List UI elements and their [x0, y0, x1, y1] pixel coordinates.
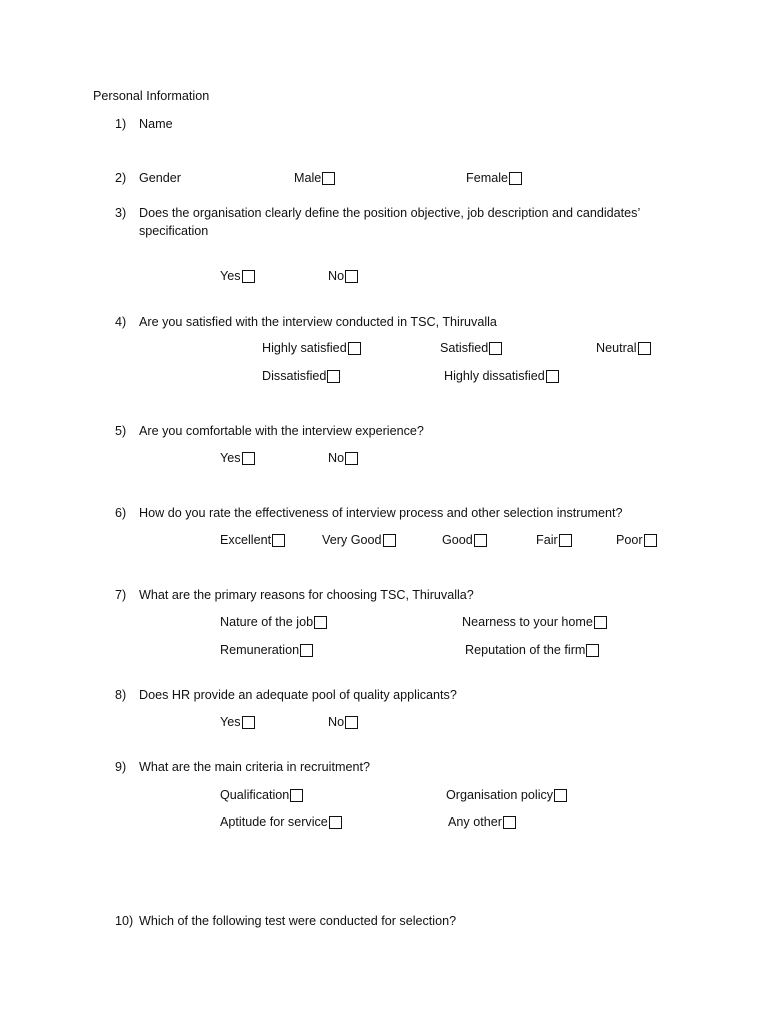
checkbox[interactable] [554, 789, 567, 802]
option-label: Organisation policy [446, 788, 554, 802]
option-no [328, 268, 358, 284]
question-2-number: 2) [115, 171, 127, 185]
checkbox[interactable] [383, 534, 396, 547]
checkbox[interactable] [314, 616, 327, 629]
question-6-text: How do you rate the effectiveness of interview process and other selection instrument? [139, 506, 623, 520]
checkbox[interactable] [586, 644, 599, 657]
option-yes [220, 268, 255, 284]
option-very-good [322, 532, 396, 548]
question-7-text: What are the primary reasons for choosing TSC, Thiruvalla? [139, 588, 474, 602]
checkbox[interactable] [242, 452, 255, 465]
question-1-number: 1) [115, 117, 127, 131]
option-nearness-to-home [462, 614, 607, 630]
checkbox[interactable] [503, 816, 516, 829]
option-label: No [328, 451, 345, 465]
option-label: No [328, 269, 345, 283]
question-5-number: 5) [115, 424, 127, 438]
checkbox[interactable] [509, 172, 522, 185]
option-highly-satisfied [262, 340, 361, 356]
checkbox[interactable] [322, 172, 335, 185]
checkbox[interactable] [329, 816, 342, 829]
option-label: Highly dissatisfied [444, 369, 545, 383]
option-label: Very Good [322, 533, 382, 547]
checkbox[interactable] [559, 534, 572, 547]
option-label: Highly satisfied [262, 341, 347, 355]
option-any-other [448, 814, 516, 830]
checkbox[interactable] [546, 370, 559, 383]
checkbox[interactable] [348, 342, 361, 355]
option-label: Yes [220, 451, 241, 465]
question-8-number: 8) [115, 688, 127, 702]
option-label: Qualification [220, 788, 290, 802]
question-2-text: Gender [139, 171, 182, 185]
question-10-number: 10) [115, 914, 134, 928]
option-poor [616, 532, 657, 548]
option-label: Excellent [220, 533, 272, 547]
option-satisfied [440, 340, 502, 356]
checkbox[interactable] [327, 370, 340, 383]
option-fair [536, 532, 572, 548]
option-organisation-policy [446, 787, 567, 803]
question-5-text: Are you comfortable with the interview experience? [139, 424, 424, 438]
question-3-number: 3) [115, 206, 127, 220]
option-reputation-of-firm [465, 642, 599, 658]
checkbox[interactable] [242, 270, 255, 283]
option-good [442, 532, 487, 548]
option-aptitude-for-service [220, 814, 342, 830]
option-label: Aptitude for service [220, 815, 328, 829]
option-label: No [328, 715, 345, 729]
option-label: Yes [220, 269, 241, 283]
checkbox[interactable] [474, 534, 487, 547]
checkbox[interactable] [345, 716, 358, 729]
checkbox[interactable] [594, 616, 607, 629]
option-dissatisfied [262, 368, 340, 384]
option-yes [220, 450, 255, 466]
question-9-text: What are the main criteria in recruitment? [139, 760, 370, 774]
question-8-text: Does HR provide an adequate pool of quality applicants? [139, 688, 457, 702]
option-label: Nature of the job [220, 615, 314, 629]
checkbox[interactable] [345, 452, 358, 465]
option-label: Neutral [596, 341, 637, 355]
option-label: Poor [616, 533, 643, 547]
option-highly-dissatisfied [444, 368, 559, 384]
option-label: Nearness to your home [462, 615, 593, 629]
option-qualification [220, 787, 303, 803]
option-label: Fair [536, 533, 558, 547]
section-title: Personal Information [93, 89, 210, 103]
option-label: Dissatisfied [262, 369, 327, 383]
option-nature-of-job [220, 614, 327, 630]
checkbox[interactable] [489, 342, 502, 355]
checkbox[interactable] [300, 644, 313, 657]
checkbox[interactable] [638, 342, 651, 355]
option-yes [220, 714, 255, 730]
option-label: Remuneration [220, 643, 300, 657]
question-7-number: 7) [115, 588, 127, 602]
question-4-number: 4) [115, 315, 127, 329]
option-label: Reputation of the firm [465, 643, 586, 657]
checkbox[interactable] [345, 270, 358, 283]
option-no [328, 714, 358, 730]
option-label: Male [294, 171, 322, 185]
question-10-text: Which of the following test were conducted for selection? [139, 914, 457, 928]
checkbox[interactable] [290, 789, 303, 802]
option-neutral [596, 340, 651, 356]
option-remuneration [220, 642, 313, 658]
option-label: Any other [448, 815, 502, 829]
option-no [328, 450, 358, 466]
question-4-text: Are you satisfied with the interview conducted in TSC, Thiruvalla [139, 315, 497, 329]
checkbox[interactable] [644, 534, 657, 547]
option-male [294, 170, 335, 186]
option-label: Female [466, 171, 508, 185]
checkbox[interactable] [272, 534, 285, 547]
option-excellent [220, 532, 285, 548]
question-3-text-line2: specification [139, 224, 209, 238]
option-label: Yes [220, 715, 241, 729]
option-label: Satisfied [440, 341, 489, 355]
option-female [466, 170, 522, 186]
checkbox[interactable] [242, 716, 255, 729]
question-6-number: 6) [115, 506, 127, 520]
question-1-text: Name [139, 117, 173, 131]
question-3-text-line1: Does the organisation clearly define the position objective, job description and candidates’ [139, 206, 641, 220]
option-label: Good [442, 533, 473, 547]
question-9-number: 9) [115, 760, 127, 774]
